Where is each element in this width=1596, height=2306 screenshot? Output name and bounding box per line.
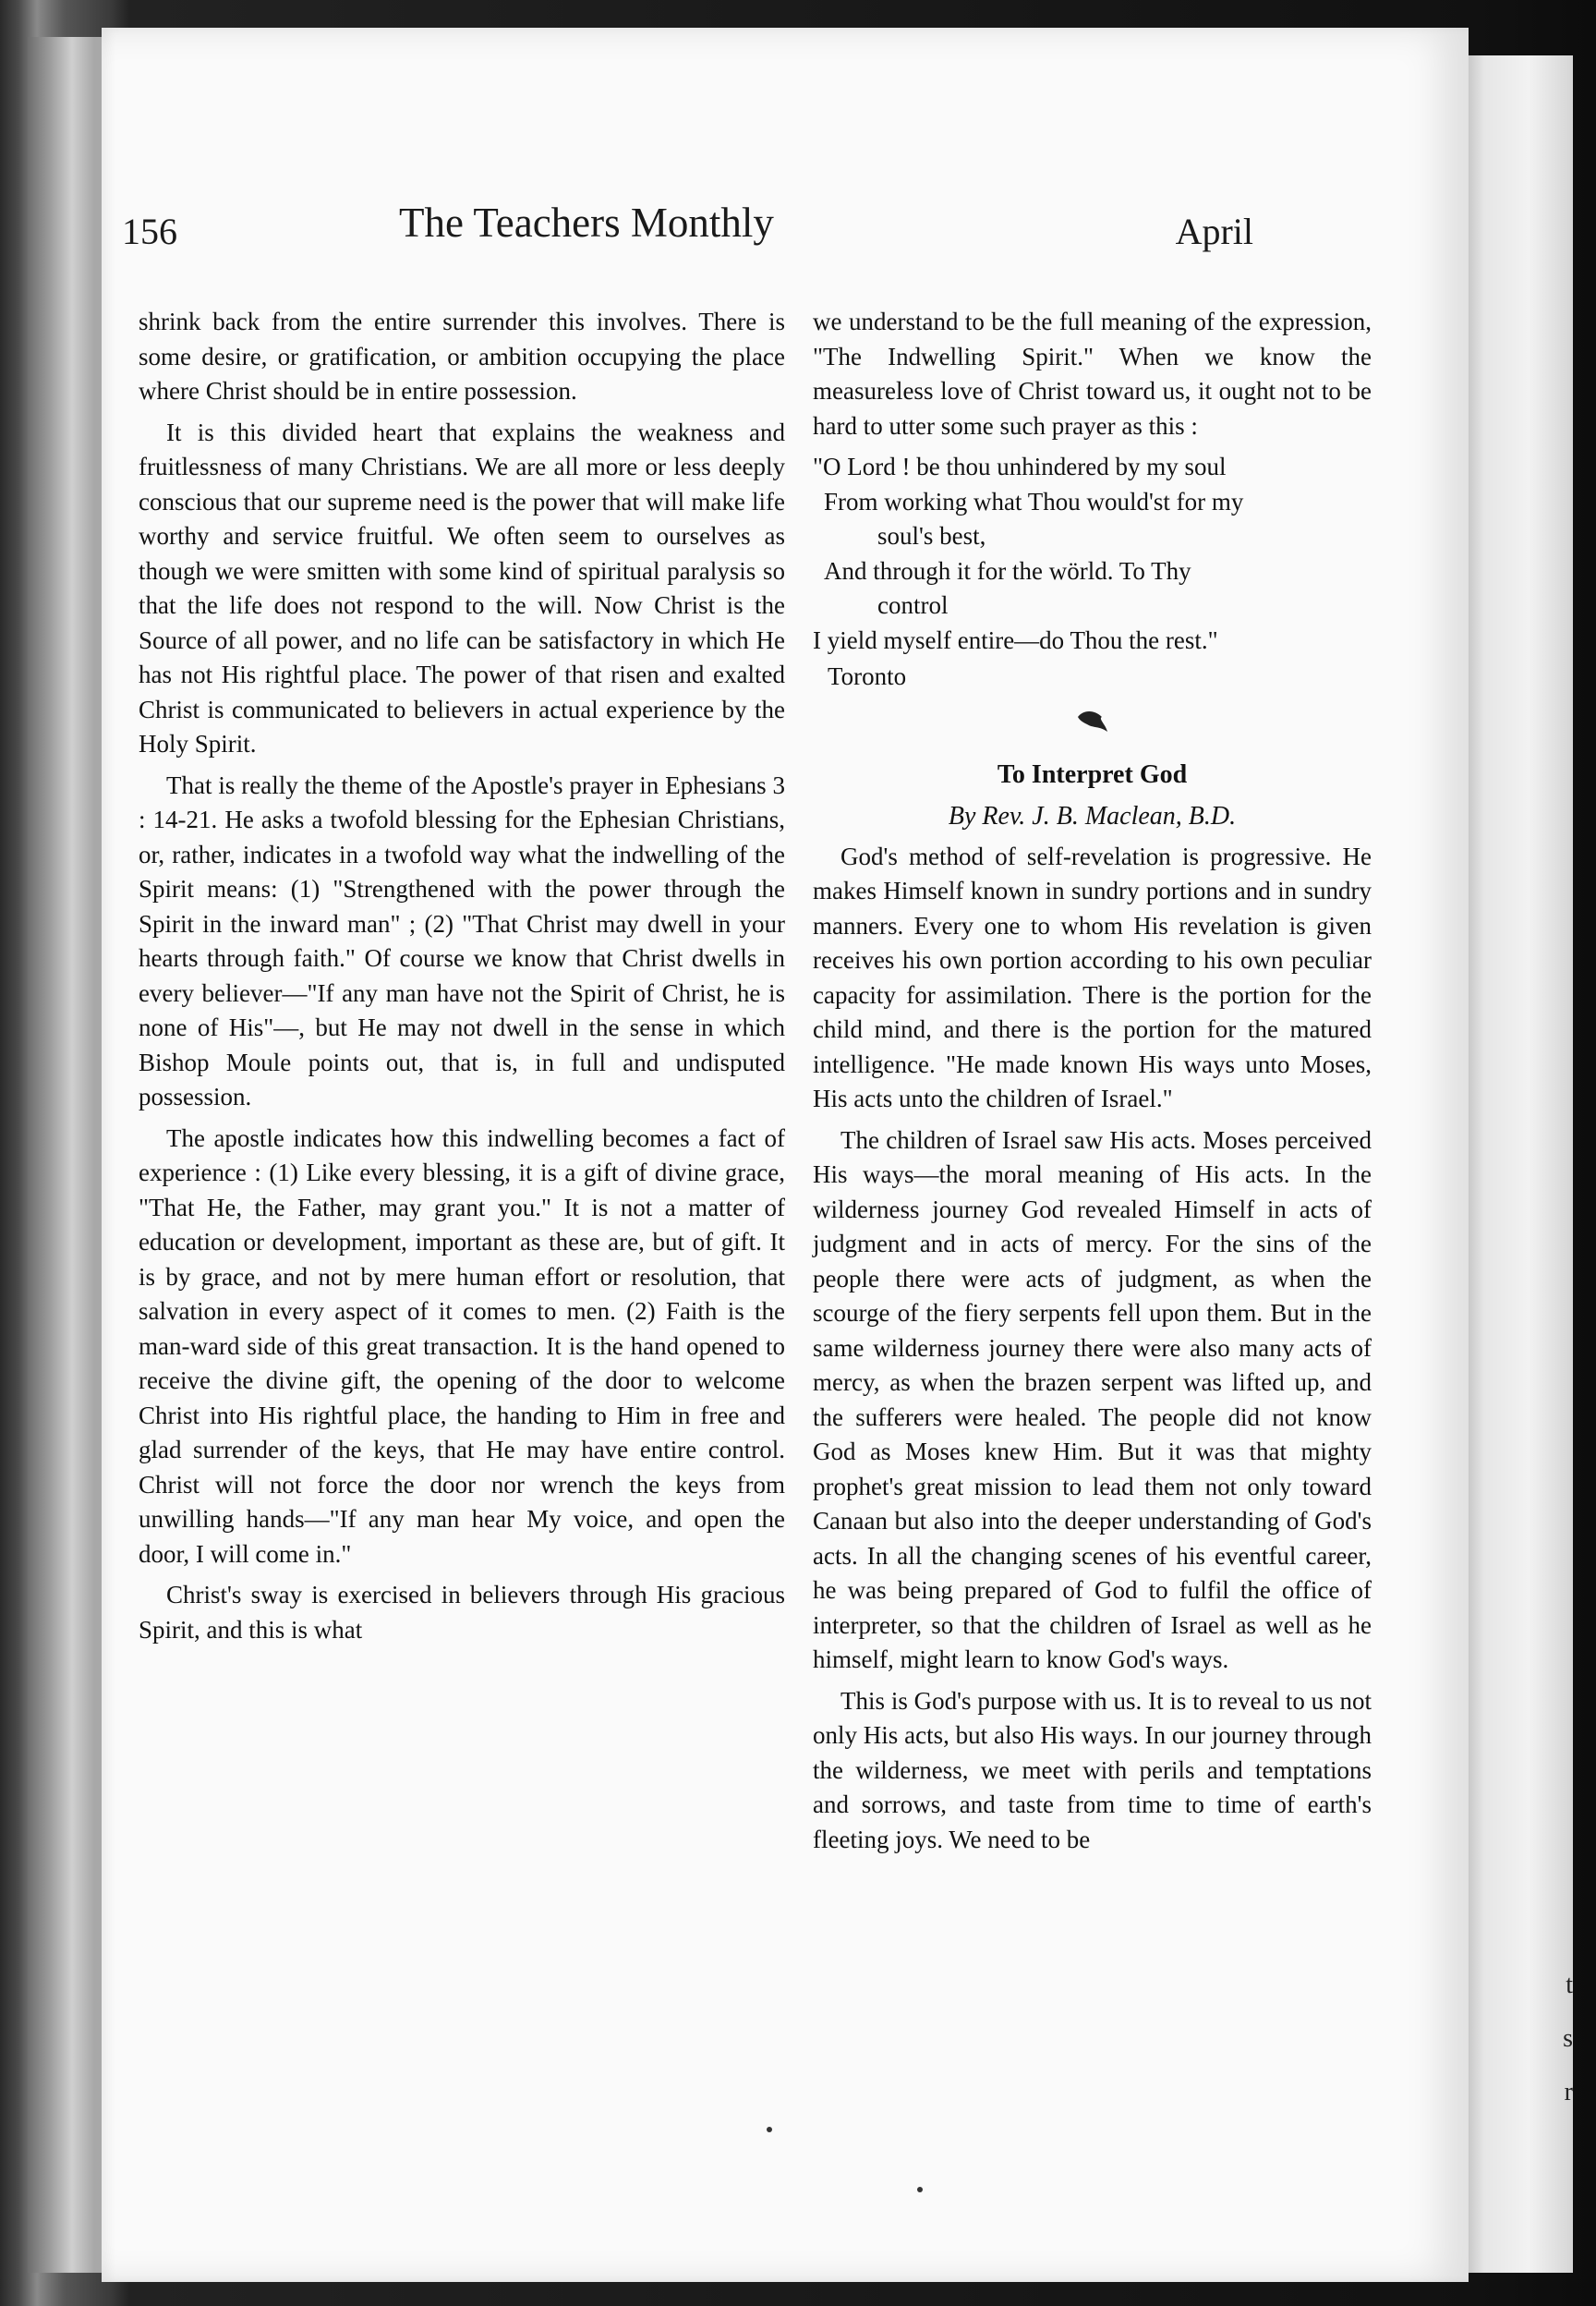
paragraph: The children of Israel saw His acts. Moses perceived His ways—the moral meaning of His acts. In the wilderness journey God revealed Himself in acts of judgment and in acts of mercy. For the sins of the people there were acts of judgment, as when the scourge of the fiery serpents fell upon them. But in the same wilderness journey there were also many acts of mercy, as when the brazen serpent was lifted up, and the sufferers were healed. The people did not know God as Moses knew Him. But it was that mighty prophet's great mission to lead them not only toward Canaan but also into the deeper understanding of God's acts. In all the changing scenes of his eventful career, he was being prepared of God to fulfil the office of interpreter, so that the children of Israel as well as he himself, might learn to know God's ways. bbox=[813, 1125, 1372, 1673]
article-title: To Interpret God bbox=[997, 759, 1188, 789]
facing-page-edge bbox=[1459, 55, 1573, 2273]
poem-line: "O Lord ! be thou unhindered by my soul bbox=[813, 453, 1227, 480]
paragraph: God's method of self-revelation is progressive. He makes Himself known in sundry portions and in sundry manners. Every one to whom His revelation is given receives his own portion according to his own peculiar capacity for assimilation. There is the portion for the child mind, and there is the portion for the matured intelligence. "He made known His ways unto Moses, His acts unto the children of Israel." bbox=[813, 842, 1372, 1112]
issue-month: April bbox=[1175, 211, 1253, 252]
journal-title: The Teachers Monthly bbox=[399, 200, 774, 246]
page-number: 156 bbox=[122, 211, 177, 252]
prayer-poem bbox=[813, 450, 1372, 658]
paragraph: shrink back from the entire surrender this involves. There is some desire, or gratification, or ambition occupying the place where Christ should be in entire possession. bbox=[139, 308, 785, 405]
margin-letter: t bbox=[1566, 1971, 1573, 1999]
leaf-ornament-icon bbox=[1074, 708, 1111, 735]
section-ornament bbox=[813, 708, 1372, 752]
paragraph: That is really the theme of the Apostle's prayer in Ephesians 3 : 14-21. He asks a twofold blessing for the Ephesian Christians, or, rather, indicates in a twofold way what the indwelling of the Spirit means: (1) "Strengthened with the power through the Spirit in the inward man" ; (2) "That Christ may dwell in your hearts through faith." Of course we know that Christ dwells in every believer—"If any man have not the Spirit of Christ, he is none of His"—, but He may not dwell in the sense in which Bishop Moule points out, that is, in full and undisputed possession. bbox=[139, 771, 785, 1111]
running-head bbox=[122, 199, 1253, 263]
right-column bbox=[813, 305, 1372, 1863]
poem-line: I yield myself entire—do Thou the rest." bbox=[813, 625, 1218, 654]
poem-line: And through it for the wörld. To Thy bbox=[824, 556, 1191, 585]
article-byline: By Rev. J. B. Maclean, B.D. bbox=[948, 802, 1237, 831]
print-speck bbox=[917, 2187, 923, 2192]
paragraph: This is God's purpose with us. It is to reveal to us not only His acts, but also His ways. In our journey through the wilderness, we meet with perils and temptations and sorrows, and taste from time to time of earth's fleeting joys. We need to be bbox=[813, 1686, 1372, 1853]
paragraph: It is this divided heart that explains the weakness and fruitlessness of many Christians. We are all more or less deeply conscious that our supreme need is the power that will make life worthy and service fruitful. We often seem to ourselves as though we were smitten with some kind of spiritual paralysis so that the life does not respond to the will. Now Christ is the Source of all power, and no life can be satisfactory in which He has not His rightful place. The power of that risen and exalted Christ is communicated to believers in actual experience by the Holy Spirit. bbox=[139, 418, 785, 758]
poem-line: control bbox=[877, 591, 949, 619]
facing-page-margin-letters bbox=[1554, 1959, 1573, 2119]
poem-line: soul's best, bbox=[877, 522, 986, 550]
paragraph: The apostle indicates how this indwelling becomes a fact of experience : (1) Like every blessing, it is a gift of divine grace, "That He, the Father, may grant you." It is not a matter of education or development, important as these are, but of gift. It is by grace, and not by mere human effort or resolution, that salvation in every aspect of it comes to men. (2) Faith is the man-ward side of this great transaction. It is the hand opened to receive the divine gift, the opening of the door to welcome Christ into His rightful place, the handing to Him in free and glad surrender of the keys, that He may have entire control. Christ will not force the door nor wrench the keys from unwilling hands—"If any man hear My voice, and open the door, I will come in." bbox=[139, 1123, 785, 1568]
paragraph: we understand to be the full meaning of the expression, "The Indwelling Spirit." When we know the measureless love of Christ toward us, it ought not to be hard to utter some such prayer as this : bbox=[813, 308, 1372, 440]
margin-letter: s bbox=[1563, 2024, 1573, 2053]
margin-letter: r bbox=[1564, 2078, 1573, 2106]
place-signature: Toronto bbox=[828, 662, 907, 690]
adjacent-page-edge bbox=[28, 37, 103, 2273]
left-column bbox=[139, 305, 785, 1654]
poem-line: From working what Thou would'st for my bbox=[824, 487, 1244, 516]
print-speck bbox=[767, 2127, 772, 2132]
paragraph: Christ's sway is exercised in believers through His gracious Spirit, and this is what bbox=[139, 1581, 785, 1644]
